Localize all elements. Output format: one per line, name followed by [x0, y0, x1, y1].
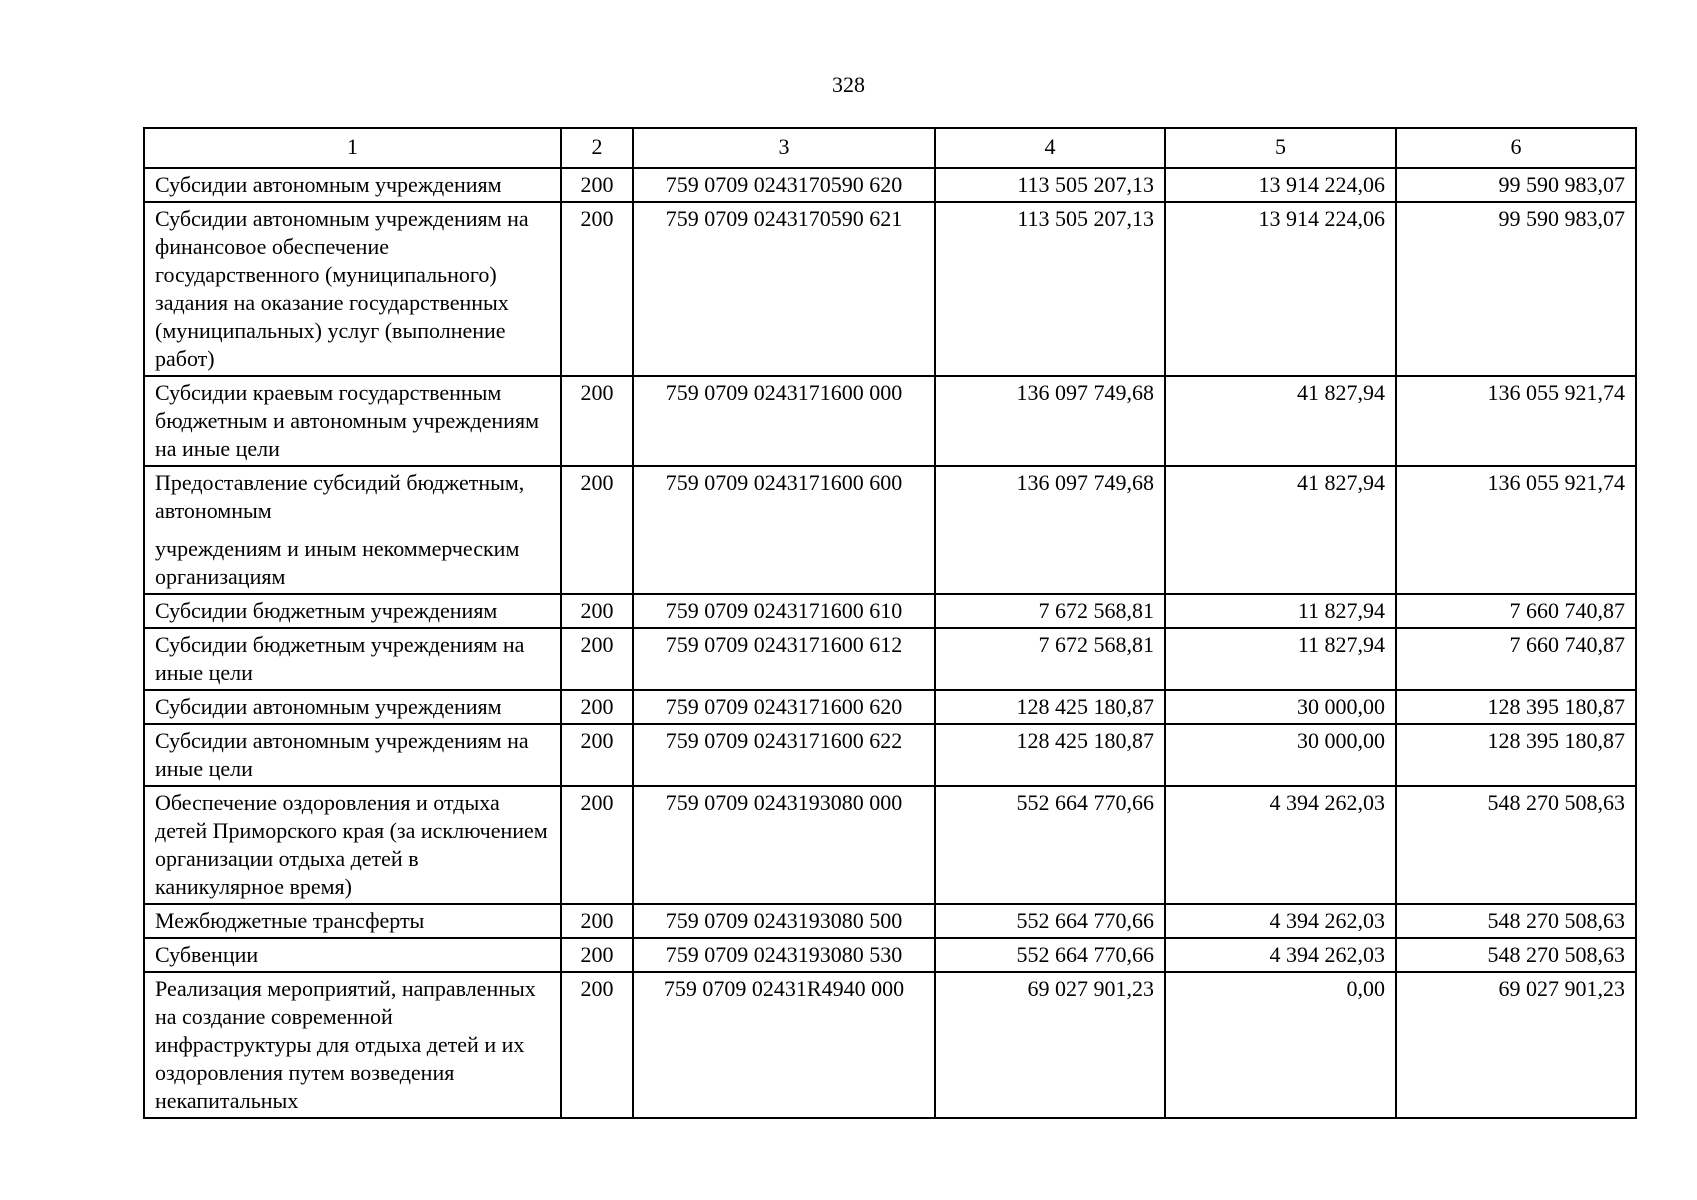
row-code: 759 0709 0243171600 620: [633, 690, 935, 724]
row-name: Субсидии бюджетным учреждениям на иные цели: [144, 628, 561, 690]
row-col5: 41 827,94: [1165, 466, 1396, 594]
row-code: 759 0709 0243193080 000: [633, 786, 935, 904]
row-col6: 136 055 921,74: [1396, 376, 1636, 466]
row-section: 200: [561, 786, 633, 904]
row-name: [144, 466, 561, 594]
row-name: Реализация мероприятий, направленных на создание современной инфраструктуры для отдыха детей и их оздоровления путем возведения некапитальных: [144, 972, 561, 1118]
row-name: Субсидии автономным учреждениям: [144, 690, 561, 724]
line-gap: [155, 525, 550, 535]
row-col4: 128 425 180,87: [935, 724, 1165, 786]
table-body: [144, 168, 1636, 1118]
row-col6: 548 270 508,63: [1396, 786, 1636, 904]
table-header: [144, 128, 1636, 168]
row-code: 759 0709 0243193080 500: [633, 904, 935, 938]
row-col5: 30 000,00: [1165, 690, 1396, 724]
row-section: 200: [561, 594, 633, 628]
row-section: 200: [561, 904, 633, 938]
row-col6: 548 270 508,63: [1396, 938, 1636, 972]
row-name: Субсидии бюджетным учреждениям: [144, 594, 561, 628]
table-row: [144, 202, 1636, 376]
row-code: 759 0709 0243170590 620: [633, 168, 935, 202]
row-col6: 99 590 983,07: [1396, 168, 1636, 202]
table-row: [144, 786, 1636, 904]
row-name: Межбюджетные трансферты: [144, 904, 561, 938]
row-col5: 30 000,00: [1165, 724, 1396, 786]
row-col5: 4 394 262,03: [1165, 938, 1396, 972]
row-col5: 0,00: [1165, 972, 1396, 1118]
row-col5: 13 914 224,06: [1165, 168, 1396, 202]
table-row: [144, 690, 1636, 724]
row-code: 759 0709 0243170590 621: [633, 202, 935, 376]
row-section: 200: [561, 628, 633, 690]
row-name: Субсидии автономным учреждениям на иные цели: [144, 724, 561, 786]
row-col6: 128 395 180,87: [1396, 690, 1636, 724]
header-col-3: 3: [633, 128, 935, 168]
row-col4: 552 664 770,66: [935, 904, 1165, 938]
row-name: Субсидии краевым государственным бюджетным и автономным учреждениям на иные цели: [144, 376, 561, 466]
header-col-2: 2: [561, 128, 633, 168]
row-name: Субвенции: [144, 938, 561, 972]
header-row: [144, 128, 1636, 168]
row-col5: 11 827,94: [1165, 594, 1396, 628]
row-col6: 548 270 508,63: [1396, 904, 1636, 938]
row-section: 200: [561, 724, 633, 786]
row-section: 200: [561, 202, 633, 376]
header-col-5: 5: [1165, 128, 1396, 168]
row-code: 759 0709 0243171600 612: [633, 628, 935, 690]
row-name: Субсидии автономным учреждениям на финансовое обеспечение государственного (муниципального) задания на оказание государственных (муниципальных) услуг (выполнение работ): [144, 202, 561, 376]
page-number: 328: [832, 72, 865, 97]
row-col4: 136 097 749,68: [935, 376, 1165, 466]
row-col4: 7 672 568,81: [935, 594, 1165, 628]
row-section: 200: [561, 972, 633, 1118]
row-col6: 136 055 921,74: [1396, 466, 1636, 594]
row-col5: 13 914 224,06: [1165, 202, 1396, 376]
row-col4: 552 664 770,66: [935, 938, 1165, 972]
table-row: [144, 594, 1636, 628]
row-name: Обеспечение оздоровления и отдыха детей Приморского края (за исключением организации отдыха детей в каникулярное время): [144, 786, 561, 904]
row-col5: 4 394 262,03: [1165, 904, 1396, 938]
row-col4: 7 672 568,81: [935, 628, 1165, 690]
row-code: 759 0709 0243171600 622: [633, 724, 935, 786]
row-col6: 99 590 983,07: [1396, 202, 1636, 376]
row-col4: 552 664 770,66: [935, 786, 1165, 904]
row-name: Субсидии автономным учреждениям: [144, 168, 561, 202]
row-code: 759 0709 0243171600 610: [633, 594, 935, 628]
row-name-part2: учреждениям и иным некоммерческим организациям: [155, 536, 520, 589]
row-col4: 113 505 207,13: [935, 202, 1165, 376]
table-row: [144, 628, 1636, 690]
row-code: 759 0709 0243171600 000: [633, 376, 935, 466]
table-row: [144, 724, 1636, 786]
row-section: 200: [561, 466, 633, 594]
row-col4: 136 097 749,68: [935, 466, 1165, 594]
row-col5: 41 827,94: [1165, 376, 1396, 466]
header-col-6: 6: [1396, 128, 1636, 168]
row-col4: 69 027 901,23: [935, 972, 1165, 1118]
table-row: [144, 904, 1636, 938]
header-col-4: 4: [935, 128, 1165, 168]
row-col6: 7 660 740,87: [1396, 594, 1636, 628]
row-col6: 69 027 901,23: [1396, 972, 1636, 1118]
table-row: [144, 972, 1636, 1118]
row-section: 200: [561, 690, 633, 724]
row-col4: 113 505 207,13: [935, 168, 1165, 202]
table-row: [144, 466, 1636, 594]
row-section: 200: [561, 938, 633, 972]
header-col-1: 1: [144, 128, 561, 168]
row-code: 759 0709 0243193080 530: [633, 938, 935, 972]
table-row: [144, 376, 1636, 466]
row-name-part1: Предоставление субсидий бюджетным, автономным: [155, 470, 525, 523]
table-row: [144, 938, 1636, 972]
table-row: [144, 168, 1636, 202]
row-col5: 11 827,94: [1165, 628, 1396, 690]
row-code: 759 0709 0243171600 600: [633, 466, 935, 594]
row-section: 200: [561, 168, 633, 202]
row-col6: 7 660 740,87: [1396, 628, 1636, 690]
row-col4: 128 425 180,87: [935, 690, 1165, 724]
row-section: 200: [561, 376, 633, 466]
row-col5: 4 394 262,03: [1165, 786, 1396, 904]
row-col6: 128 395 180,87: [1396, 724, 1636, 786]
row-code: 759 0709 02431R4940 000: [633, 972, 935, 1118]
budget-table: [143, 127, 1637, 1119]
